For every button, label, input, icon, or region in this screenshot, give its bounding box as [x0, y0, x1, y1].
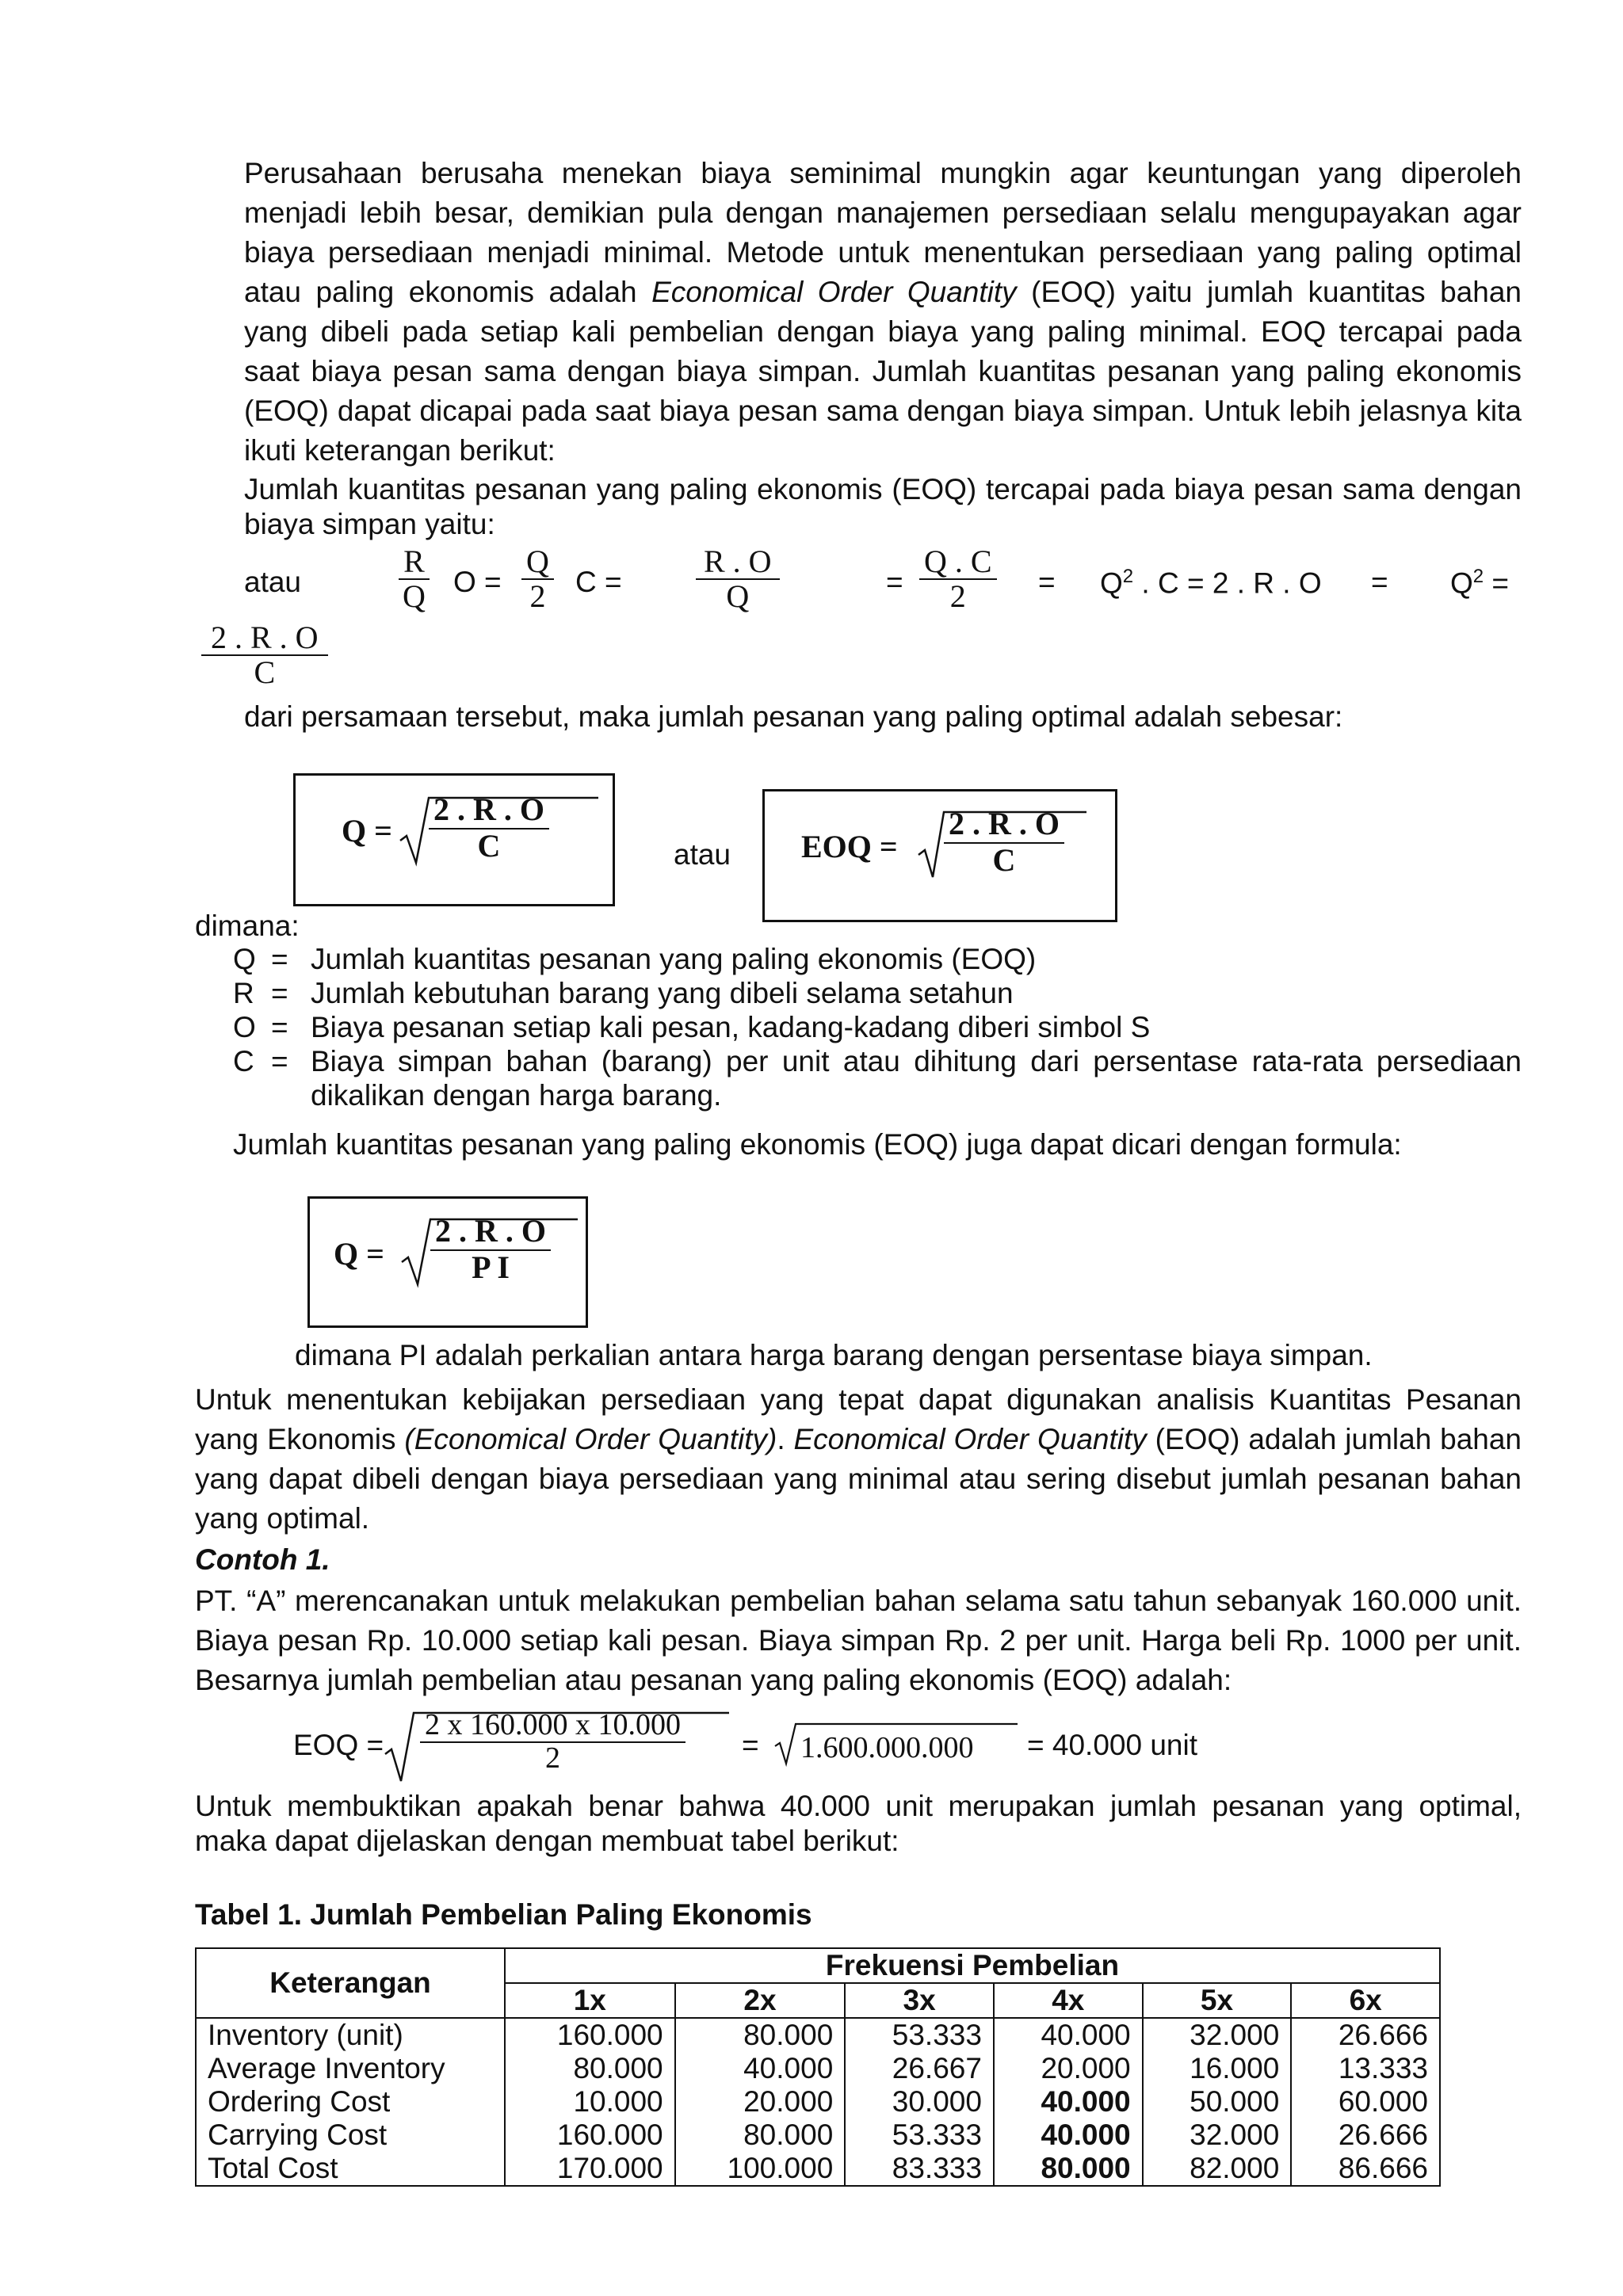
table-cell: 26.666 [1291, 2018, 1440, 2052]
fraction-r-over-q [398, 545, 430, 613]
fraction-numerator: Q . C [919, 545, 997, 580]
definition-c [233, 1045, 1522, 1078]
column-header: 6x [1291, 1983, 1440, 2018]
definition-symbol: R [233, 977, 254, 1009]
row-label: Average Inventory [196, 2052, 505, 2085]
o-equals: O = [453, 566, 502, 598]
table-cell: 13.333 [1291, 2052, 1440, 2085]
table-cell: 20.000 [994, 2052, 1143, 2085]
intro-text: Perusahaan berusaha menekan biaya seminimal mungkin agar keuntungan yang diperoleh menjadi lebih besar, demikian pula dengan manajemen persediaan selalu mengupayakan agar biaya persediaan menjadi minimal. Metode untuk menentukan persediaan yang paling optimal atau paling ekonomis adalah [244, 157, 1522, 308]
row-label: Inventory (unit) [196, 2018, 505, 2052]
table-cell: 40.000 [675, 2052, 846, 2085]
definition-r [233, 977, 1014, 1010]
fraction-denominator: 2 [545, 1741, 560, 1775]
definition-symbol: C [233, 1045, 254, 1077]
definition-text: Jumlah kuantitas pesanan yang paling ekonomis (EOQ) [311, 943, 1037, 975]
fraction-denominator: C [992, 842, 1016, 878]
q-squared-equals [1450, 566, 1509, 600]
table-cell: 170.000 [505, 2152, 675, 2186]
policy-text-b: . [777, 1423, 794, 1455]
calc-lhs: EOQ = [293, 1729, 384, 1761]
table-cell-optimal: 40.000 [994, 2085, 1143, 2119]
formula-atau: atau [674, 838, 731, 871]
proof-paragraph [195, 1789, 1522, 1859]
example-title: Contoh 1. [195, 1543, 330, 1576]
calc-sqrt-value: 1.600.000.000 [800, 1731, 974, 1764]
table-cell: 16.000 [1143, 2052, 1292, 2085]
equals-2: = [1038, 566, 1056, 598]
fraction-numerator: R [399, 545, 430, 580]
eoq-condition-text [244, 472, 1522, 542]
column-header: 5x [1143, 1983, 1292, 2018]
equals-3: = [1371, 566, 1388, 598]
equals-1: = [886, 566, 903, 598]
row-label: Total Cost [196, 2152, 505, 2186]
policy-text: Untuk menentukan kebijakan persediaan yang tepat dapat digunakan analisis Kuantitas Pesanan yang Ekonomis [195, 1383, 1522, 1455]
fraction-denominator: Q [726, 578, 750, 614]
table-cell-optimal: 80.000 [994, 2152, 1143, 2186]
definition-text: Jumlah kebutuhan barang yang dibeli selama setahun [311, 977, 1014, 1009]
table-row [196, 2152, 1440, 2186]
table-row [196, 2018, 1440, 2052]
policy-italic-term: (Economical Order Quantity) [404, 1423, 777, 1455]
table-cell: 26.666 [1291, 2119, 1440, 2152]
table-cell: 10.000 [505, 2085, 675, 2119]
equals: = [1491, 566, 1510, 600]
fraction-denominator: C [477, 828, 501, 864]
dimana-label: dimana: [195, 910, 300, 942]
intro-text-rest: (EOQ) yaitu jumlah kuantitas bahan yang dibeli pada setiap kali pembelian dengan biaya yang paling minimal. EOQ tercapai pada saat biaya pesan sama dengan biaya simpan. Jumlah kuantitas pesanan yang paling ekonomis (EOQ) dapat dicapai pada saat biaya pesan sama dengan biaya simpan. Untuk lebih jelasnya kita ikuti keterangan berikut: [244, 276, 1522, 467]
formula-fraction [430, 1215, 551, 1284]
fraction-q-over-2 [521, 545, 554, 613]
eoq-condition: Jumlah kuantitas pesanan yang paling ekonomis (EOQ) tercapai pada biaya pesan sama dengan biaya simpan yaitu: [244, 473, 1522, 540]
definition-text-continued: dikalikan dengan harga barang. [311, 1079, 722, 1112]
formula-box-pi [307, 1196, 588, 1328]
formula-box-eoq [762, 789, 1117, 922]
proof-text: Untuk membuktikan apakah benar bahwa 40.000 unit merupakan jumlah pesanan yang optimal, maka dapat dijelaskan dengan membuat tabel berikut: [195, 1790, 1522, 1857]
table-cell: 86.666 [1291, 2152, 1440, 2186]
formula-fraction [429, 793, 549, 863]
column-header: 2x [675, 1983, 846, 2018]
column-header: 3x [845, 1983, 994, 2018]
calc-result: = 40.000 unit [1027, 1729, 1197, 1761]
q-symbol: Q [1100, 566, 1123, 600]
table-cell: 32.000 [1143, 2018, 1292, 2052]
fraction-denominator: C [254, 654, 276, 690]
table-cell: 32.000 [1143, 2119, 1292, 2152]
fraction-ro-over-q [696, 545, 780, 613]
fraction-2ro-over-c [201, 621, 328, 689]
eoq-table [195, 1947, 1441, 2187]
table-cell: 20.000 [675, 2085, 846, 2119]
table-cell: 82.000 [1143, 2152, 1292, 2186]
definition-text: Biaya pesanan setiap kali pesan, kadang-kadang diberi simbol S [311, 1011, 1151, 1043]
definition-text: Biaya simpan bahan (barang) per unit atau dihitung dari persentase rata-rata persediaan [311, 1045, 1522, 1077]
definition-equals: = [271, 977, 288, 1009]
fraction-qc-over-2 [919, 545, 997, 613]
header-keterangan: Keterangan [196, 1948, 505, 2018]
derivation-atau: atau [244, 566, 302, 598]
definition-symbol: Q [233, 943, 256, 975]
example-text: PT. “A” merencanakan untuk melakukan pembelian bahan selama satu tahun sebanyak 160.000 unit. Biaya pesan Rp. 10.000 setiap kali pesan. Biaya simpan Rp. 2 per unit. Harga beli Rp. 1000 per unit. Besarnya jumlah pembelian atau pesanan yang paling ekonomis (EOQ) adalah: [195, 1585, 1522, 1696]
header-frekuensi: Frekuensi Pembelian [505, 1948, 1440, 1983]
pi-text: dimana PI adalah perkalian antara harga barang dengan persentase biaya simpan. [295, 1339, 1373, 1371]
superscript: 2 [1472, 566, 1484, 587]
optimal-text: dari persamaan tersebut, maka jumlah pesanan yang paling optimal adalah sebesar: [244, 700, 1343, 733]
formula-box-q [293, 773, 615, 906]
formula-lhs: Q = [334, 1236, 384, 1272]
fraction-denominator: 2 [529, 578, 546, 614]
definition-o [233, 1011, 1151, 1044]
fraction-numerator: 2 x 160.000 x 10.000 [420, 1710, 685, 1743]
definition-equals: = [271, 1045, 288, 1077]
table-cell: 26.667 [845, 2052, 994, 2085]
table-cell: 60.000 [1291, 2085, 1440, 2119]
policy-text-c: (EOQ) adalah jumlah bahan yang dapat dibeli dengan biaya persediaan yang minimal atau sering disebut jumlah pesanan bahan yang optimal. [195, 1423, 1522, 1535]
formula-lhs: EOQ = [801, 829, 898, 864]
alt-formula-text: Jumlah kuantitas pesanan yang paling ekonomis (EOQ) juga dapat dicari dengan formula: [233, 1128, 1402, 1161]
fraction-numerator: Q [521, 545, 554, 580]
fraction-numerator: 2 . R . O [944, 807, 1064, 844]
table-cell: 53.333 [845, 2018, 994, 2052]
formula-lhs: Q = [342, 813, 392, 849]
q-symbol: Q [1450, 566, 1473, 600]
q-squared-c-expression [1100, 566, 1322, 600]
policy-italic-term-2: Economical Order Quantity [793, 1423, 1147, 1455]
table-cell: 50.000 [1143, 2085, 1292, 2119]
definition-symbol: O [233, 1011, 256, 1043]
table-header-row-1 [196, 1948, 1440, 1983]
fraction-numerator: 2 . R . O [430, 1215, 551, 1251]
row-label: Carrying Cost [196, 2119, 505, 2152]
table-cell: 100.000 [675, 2152, 846, 2186]
superscript: 2 [1122, 566, 1134, 587]
expression-rest: . C = 2 . R . O [1141, 566, 1322, 600]
table-row [196, 2085, 1440, 2119]
definition-q [233, 943, 1037, 976]
definition-equals: = [271, 943, 288, 975]
table-cell: 160.000 [505, 2018, 675, 2052]
fraction-numerator: 2 . R . O [201, 621, 328, 656]
example-paragraph [195, 1581, 1522, 1700]
definition-c-continued [311, 1079, 721, 1112]
fraction-numerator: R . O [696, 545, 780, 580]
table-cell: 80.000 [675, 2018, 846, 2052]
fraction-denominator: Q [403, 578, 426, 614]
table-cell: 83.333 [845, 2152, 994, 2186]
eoq-term: Economical Order Quantity [651, 276, 1017, 308]
table-cell: 40.000 [994, 2018, 1143, 2052]
table-cell: 80.000 [505, 2052, 675, 2085]
table-cell: 30.000 [845, 2085, 994, 2119]
table-row [196, 2119, 1440, 2152]
table-cell: 160.000 [505, 2119, 675, 2152]
policy-paragraph [195, 1380, 1522, 1539]
fraction-denominator: 2 [949, 578, 966, 614]
table-cell: 80.000 [675, 2119, 846, 2152]
table-cell-optimal: 40.000 [994, 2119, 1143, 2152]
table-cell: 53.333 [845, 2119, 994, 2152]
table-row [196, 2052, 1440, 2085]
calc-fraction [420, 1710, 685, 1775]
definition-equals: = [271, 1011, 288, 1043]
fraction-numerator: 2 . R . O [429, 793, 549, 830]
fraction-denominator: P I [472, 1249, 510, 1285]
column-header: 1x [505, 1983, 675, 2018]
intro-paragraph [244, 154, 1522, 471]
c-equals: C = [575, 566, 622, 598]
column-header: 4x [994, 1983, 1143, 2018]
formula-fraction [944, 807, 1064, 877]
row-label: Ordering Cost [196, 2085, 505, 2119]
calc-equals: = [742, 1729, 759, 1761]
table-caption: Tabel 1. Jumlah Pembelian Paling Ekonomis [195, 1898, 812, 1931]
